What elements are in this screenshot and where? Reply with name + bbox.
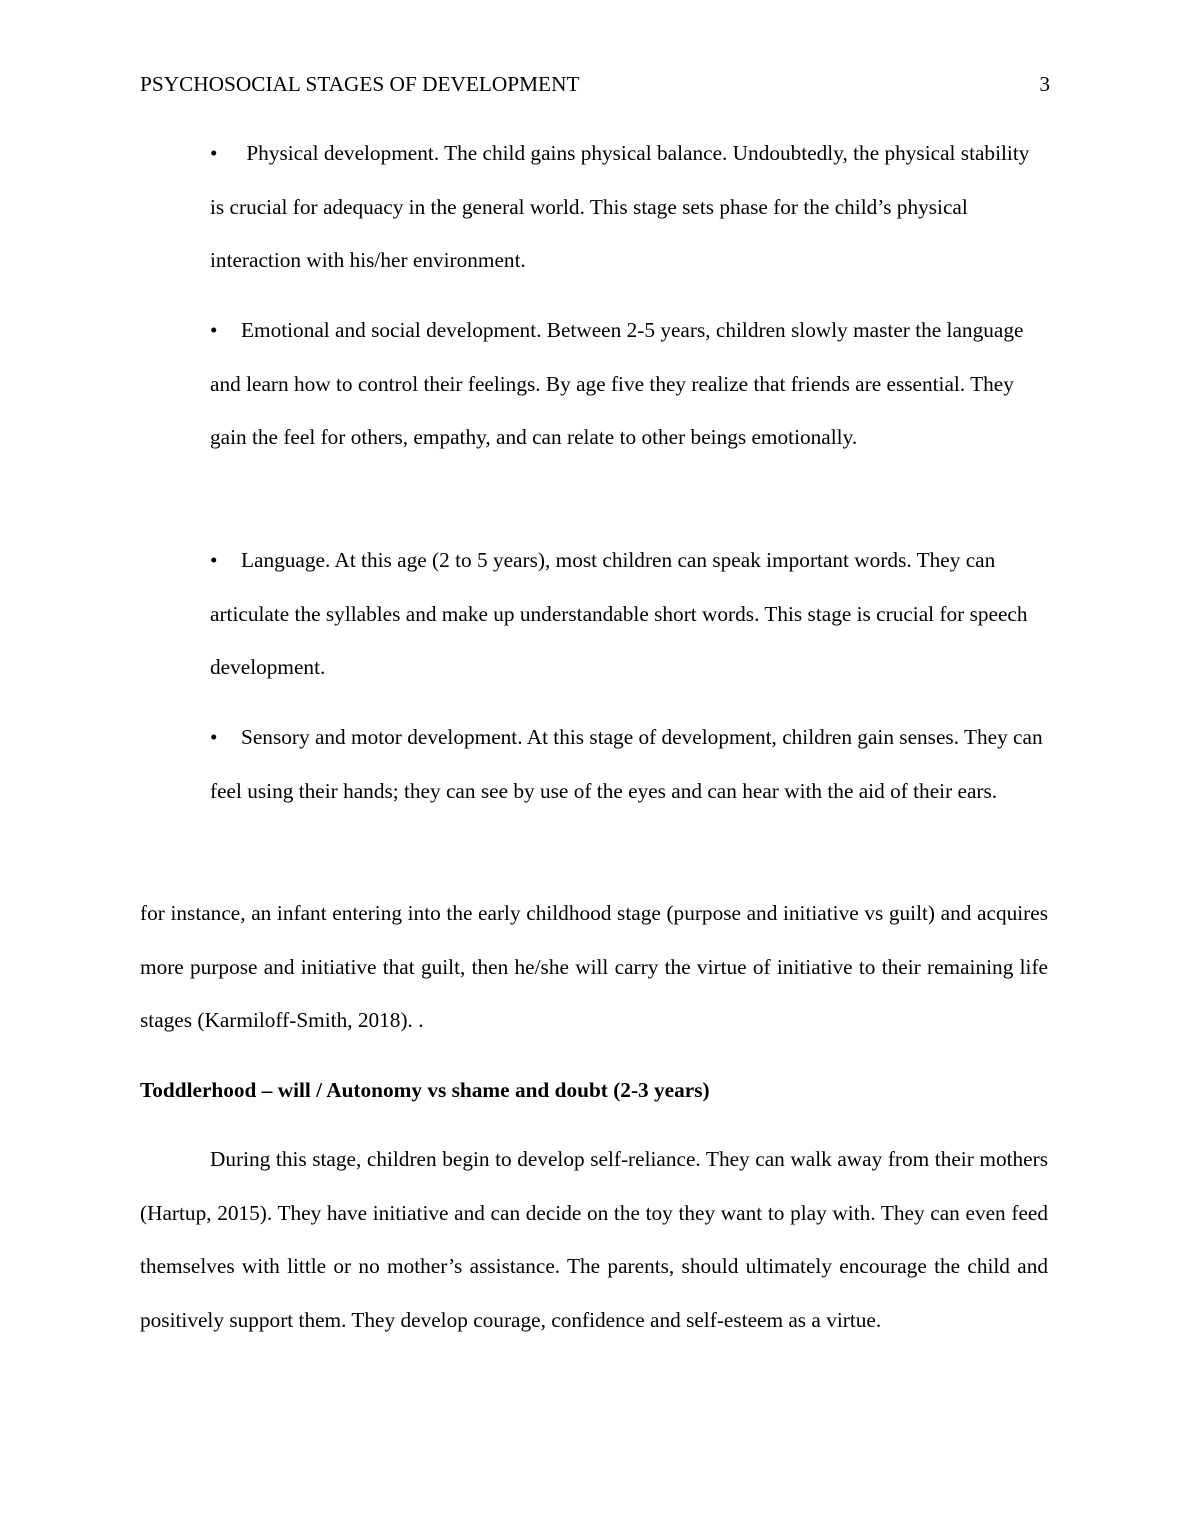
bullet-item-language bbox=[210, 534, 1048, 695]
body-paragraph-continuation: for instance, an infant entering into the early childhood stage (purpose and initiative vs guilt) and acquires more purpose and initiative that guilt, then he/she will carry the virtue of initiative to their remaining life stages (Karmiloff-Smith, 2018). . bbox=[140, 901, 1048, 1033]
bullet-item-physical bbox=[210, 127, 1048, 288]
bullet-text: Emotional and social development. Between 2-5 years, children slowly master the language and learn how to control their feelings. By age five they realize that friends are essential. They gain the feel for others, empathy, and can relate to other beings emotionally. bbox=[210, 318, 1024, 450]
bullet-text: Physical development. The child gains physical balance. Undoubtedly, the physical stability is crucial for adequacy in the general world. This stage sets phase for the child’s physical interaction with his/her environment. bbox=[210, 141, 1035, 273]
page-number: 3 bbox=[1039, 72, 1050, 96]
bullet-marker: • bbox=[210, 725, 218, 749]
bullet-item-sensory-motor bbox=[210, 711, 1048, 818]
bullet-marker: • bbox=[210, 141, 218, 165]
bullet-text: Sensory and motor development. At this stage of development, children gain senses. They can feel using their hands; they can see by use of the eyes and can hear with the aid of their ears. bbox=[210, 725, 1043, 803]
bullet-item-emotional-social bbox=[210, 304, 1048, 465]
section-heading: Toddlerhood – will / Autonomy vs shame and doubt (2-3 years) bbox=[140, 1078, 710, 1102]
bullet-text: Language. At this age (2 to 5 years), most children can speak important words. They can articulate the syllables and make up understandable short words. This stage is crucial for speech development. bbox=[210, 548, 1028, 680]
body-paragraph-toddlerhood: During this stage, children begin to develop self-reliance. They can walk away from their mothers (Hartup, 2015). They have initiative and can decide on the toy they want to play with. They can even feed themselves with little or no mother’s assistance. The parents, should ultimately encourage the child and positively support them. They develop courage, confidence and self-esteem as a virtue. bbox=[140, 1147, 1048, 1333]
bullet-marker: • bbox=[210, 318, 218, 342]
running-head: PSYCHOSOCIAL STAGES OF DEVELOPMENT bbox=[140, 72, 580, 96]
bullet-marker: • bbox=[210, 548, 218, 572]
